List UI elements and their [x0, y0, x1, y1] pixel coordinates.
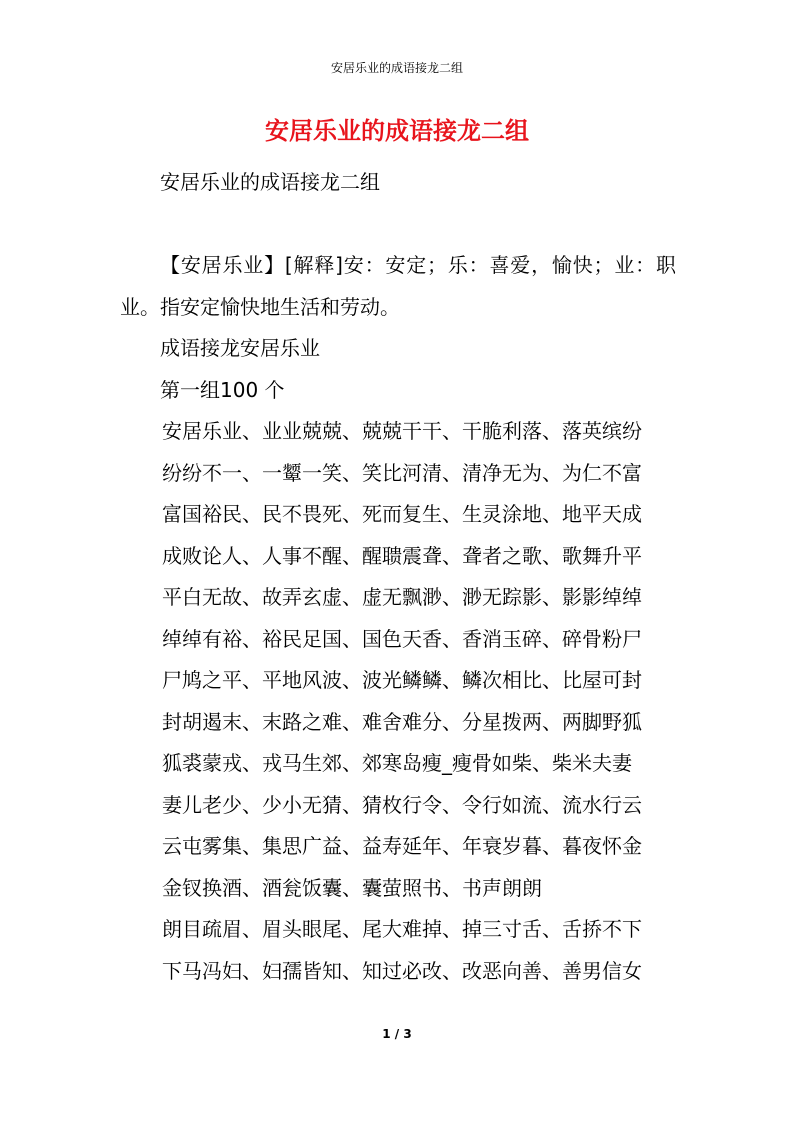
document-body	[120, 162, 676, 992]
document-subtitle: 安居乐业的成语接龙二组	[160, 170, 380, 194]
idiom-chain-line: 成败论人、人事不醒、醒聩震聋、聋者之歌、歌舞升平	[162, 543, 642, 568]
idiom-chain-line: 平白无故、故弄玄虚、虚无飘渺、渺无踪影、影影绰绰	[162, 585, 642, 609]
idiom-chain-line: 纷纷不一、一颦一笑、笑比河清、清净无为、为仁不富	[162, 460, 642, 485]
idiom-chain-block-2	[120, 909, 676, 992]
group-heading: 第一组100 个	[160, 377, 285, 402]
document-title: 安居乐业的成语接龙二组	[265, 117, 529, 145]
idiom-chain-line: 云屯雾集、集思广益、益寿延年、年衰岁暮、暮夜怀金	[162, 834, 642, 858]
section-heading: 成语接龙安居乐业	[160, 336, 320, 360]
idiom-chain-block-1	[120, 411, 676, 909]
idiom-chain-line: 朗目疏眉、眉头眼尾、尾大难掉、掉三寸舌、舌挢不下	[162, 917, 642, 941]
idiom-chain-line: 尸鸠之平、平地风波、波光鳞鳞、鳞次相比、比屋可封	[162, 668, 642, 692]
idiom-chain-line: 金钗换酒、酒瓮饭囊、囊萤照书、书声朗朗	[162, 875, 542, 900]
idiom-chain-line: 绰绰有裕、裕民足国、国色天香、香消玉碎、碎骨粉尸	[162, 626, 642, 651]
idiom-chain-line: 富国裕民、民不畏死、死而复生、生灵涂地、地平天成	[162, 502, 642, 526]
idiom-chain-line: 妻儿老少、少小无猜、猜枚行令、令行如流、流水行云	[162, 792, 642, 817]
idiom-definition: 【安居乐业】[解释]安：安定；乐：喜爱，愉快；业：职业。指安定愉快地生活和劳动。	[120, 253, 676, 319]
idiom-chain-line: 下马冯妇、妇孺皆知、知过必改、改恶向善、善男信女	[162, 958, 642, 983]
running-header: 安居乐业的成语接龙二组	[330, 61, 463, 75]
page-number: 1 / 3	[382, 1027, 412, 1041]
idiom-chain-line: 狐裘蒙戎、戎马生郊、郊寒岛瘦_瘦骨如柴、柴米夫妻	[162, 751, 632, 775]
idiom-chain-line: 封胡遏末、末路之难、难舍难分、分星拨两、两脚野狐	[162, 709, 642, 734]
idiom-chain-line: 安居乐业、业业兢兢、兢兢干干、干脆利落、落英缤纷	[162, 419, 642, 443]
